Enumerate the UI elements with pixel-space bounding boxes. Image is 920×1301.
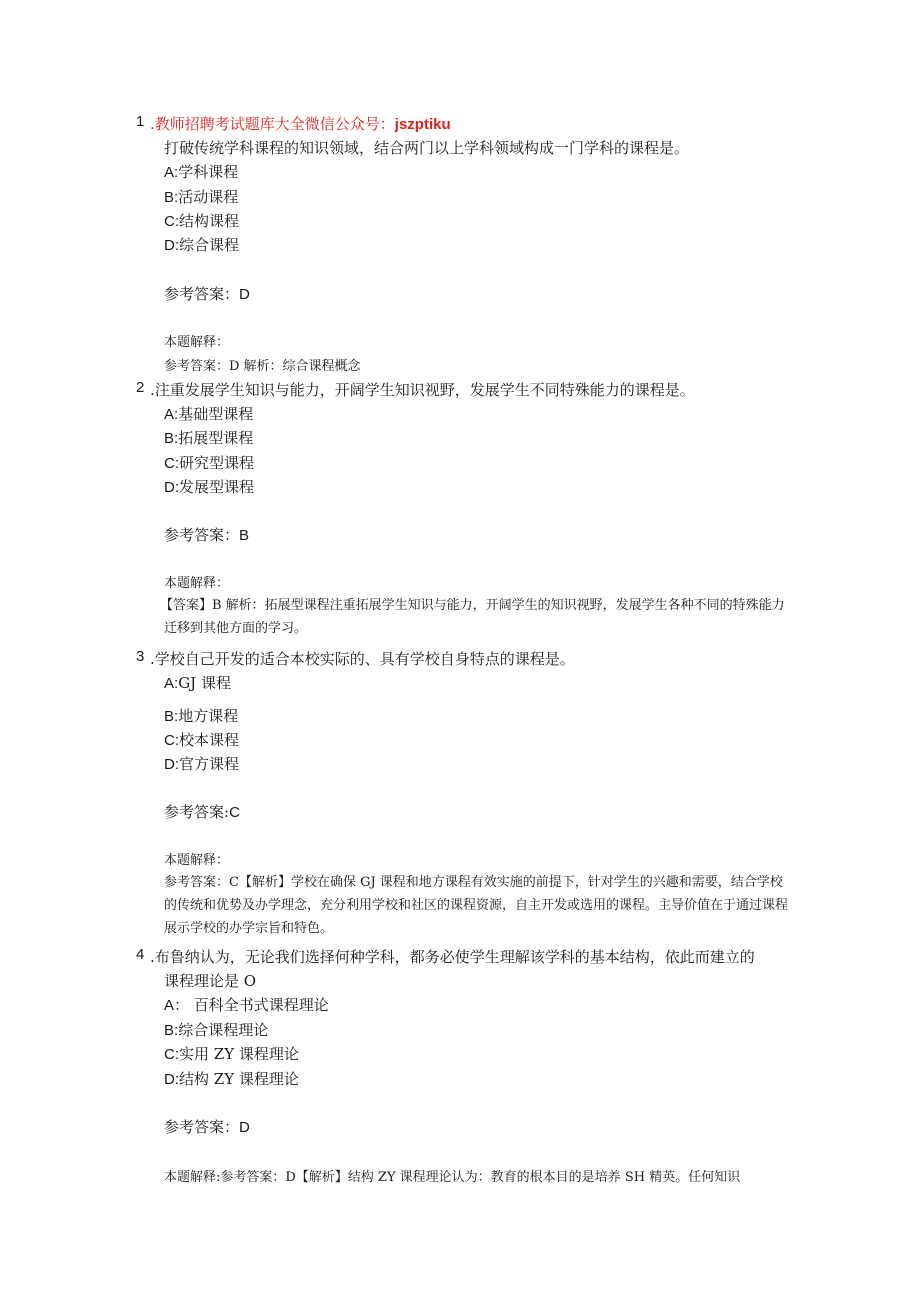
answer: 参考答案：D — [164, 1118, 250, 1136]
explanation-label: 本题解释： — [164, 335, 230, 350]
question-number: 1 — [136, 113, 145, 130]
wechat-id: jszptiku — [394, 116, 451, 133]
option-b: B:综合课程理论 — [164, 1021, 269, 1039]
question-stem: 打破传统学科课程的知识领域，结合两门以上学科领域构成一门学科的课程是。 — [164, 139, 690, 157]
option-d: D:发展型课程 — [164, 478, 255, 496]
explanation-label: 本题解释： — [164, 576, 230, 591]
question-number: 4 — [136, 946, 145, 963]
explanation-text: 本题解释:参考答案：D【解析】结构 ZY 课程理论认为：教育的根本目的是培养 SH 精英。任何知识 — [164, 1170, 741, 1185]
question-stem: .注重发展学生知识与能力，开阔学生知识视野，发展学生不同特殊能力的课程是。 — [150, 381, 695, 399]
option-a: A:学科课程 — [164, 163, 239, 181]
option-a: A:基础型课程 — [164, 405, 254, 423]
option-b: B:活动课程 — [164, 188, 239, 206]
option-d: D:官方课程 — [164, 755, 240, 773]
option-b: B:地方课程 — [164, 707, 239, 725]
answer: 参考答案:C — [164, 803, 240, 821]
explanation-label: 本题解释： — [164, 853, 230, 868]
question-stem: .布鲁纳认为，无论我们选择何种学科，都务必使学生理解该学科的基本结构，依此而建立的 — [150, 948, 755, 966]
option-b: B:拓展型课程 — [164, 429, 254, 447]
explanation-text: 【答案】B 解析：拓展型课程注重拓展学生知识与能力，开阔学生的知识视野，发展学生各种不同的特殊能力迁移到其他方面的学习。 — [160, 598, 785, 636]
option-c: C:结构课程 — [164, 212, 240, 230]
option-c: C:校本课程 — [164, 731, 240, 749]
answer: 参考答案：D — [164, 285, 250, 303]
question-stem: .学校自己开发的适合本校实际的、具有学校自身特点的课程是。 — [150, 650, 575, 668]
question-number: 2 — [136, 379, 145, 396]
question-title: .教师招聘考试题库大全微信公众号：jszptiku — [150, 115, 451, 133]
option-d: D:结构 ZY 课程理论 — [164, 1070, 299, 1088]
option-a: A： 百科全书式课程理论 — [164, 996, 329, 1014]
option-d: D:综合课程 — [164, 236, 240, 254]
option-c: C:实用 ZY 课程理论 — [164, 1045, 299, 1063]
answer: 参考答案：B — [164, 526, 250, 544]
question-stem-continued: 课程理论是 O — [164, 972, 257, 990]
explanation-text: 参考答案：C【解析】学校在确保 GJ 课程和地方课程有效实施的前提下，针对学生的兴趣和需要，结合学校的传统和优势及办学理念，充分利用学校和社区的课程资源，自主开发或选用的课程。主导价值在于通过课程展示学校的办学宗旨和特色。 — [164, 875, 789, 936]
option-c: C:研究型课程 — [164, 454, 255, 472]
option-a: A:GJ 课程 — [164, 674, 231, 692]
question-number: 3 — [136, 648, 145, 665]
explanation-text: 参考答案：D 解析：综合课程概念 — [164, 359, 361, 374]
